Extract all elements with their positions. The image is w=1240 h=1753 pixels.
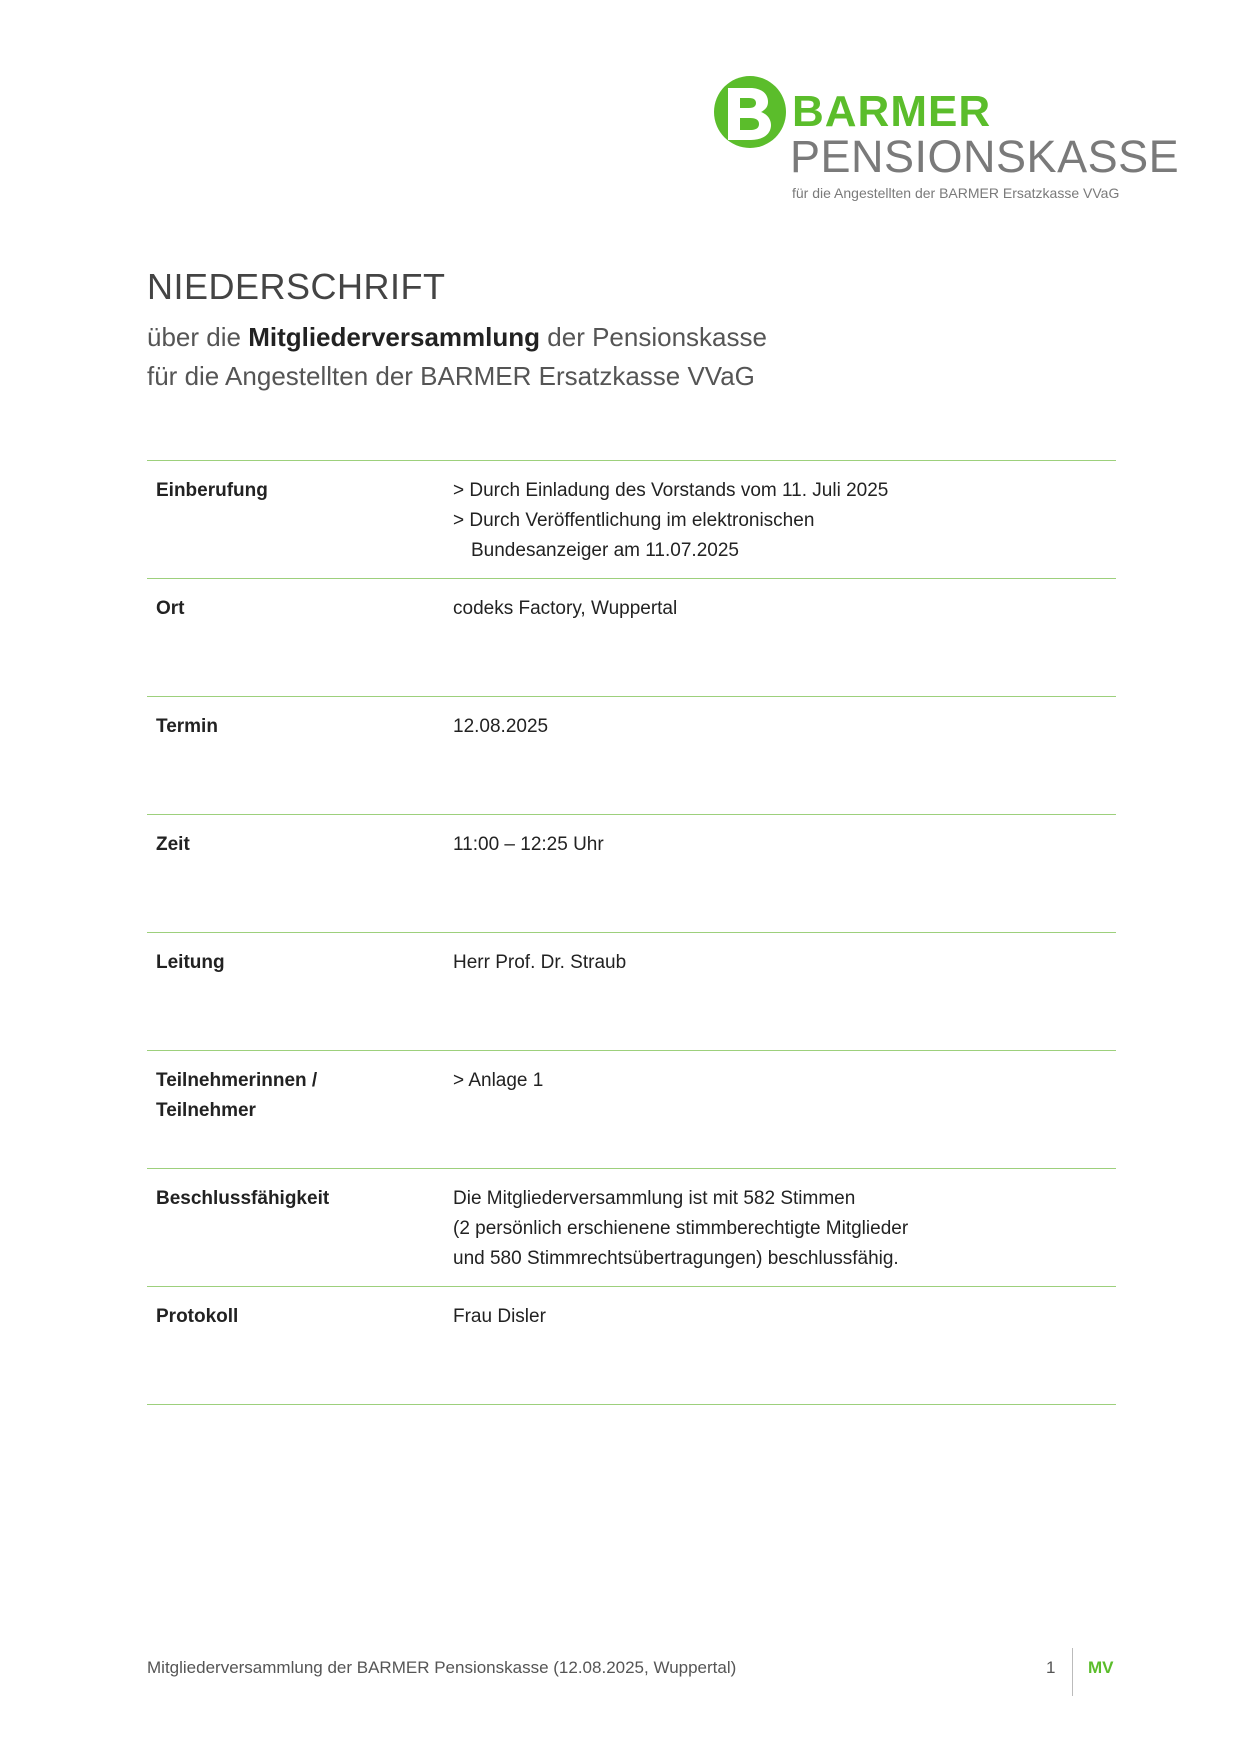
value-zeit: 11:00 – 12:25 Uhr: [453, 834, 604, 855]
label-ort: Ort: [156, 598, 185, 619]
beschluss-line-1: Die Mitgliederversammlung ist mit 582 Stimmen: [453, 1188, 856, 1209]
barmer-logo: [710, 70, 1180, 210]
subtitle-line-1: über die Mitgliederversammlung der Pensionskasse: [147, 322, 767, 352]
row-protokoll: [147, 1286, 1116, 1405]
barmer-b-logo-icon: [710, 74, 786, 150]
value-beschlussfaehigkeit: [453, 1184, 1093, 1274]
beschluss-line-2: (2 persönlich erschienene stimmberechtigte Mitglieder: [453, 1218, 909, 1239]
document-subtitle: [147, 318, 767, 396]
value-ort: codeks Factory, Wuppertal: [453, 598, 678, 619]
label-beschlussfaehigkeit: Beschlussfähigkeit: [156, 1188, 330, 1209]
row-teilnehmer: [147, 1050, 1116, 1168]
einberufung-bullet-1: > Durch Einladung des Vorstands vom 11. Juli 2025: [453, 480, 889, 501]
value-teilnehmer: > Anlage 1: [453, 1070, 544, 1091]
label-zeit: Zeit: [156, 834, 190, 855]
value-leitung: Herr Prof. Dr. Straub: [453, 952, 627, 973]
page-number: 1: [1046, 1658, 1056, 1677]
row-ort: [147, 578, 1116, 696]
label-termin: Termin: [156, 716, 218, 737]
meeting-info-table: [147, 460, 1116, 1405]
beschluss-line-3: und 580 Stimmrechtsübertragungen) beschlussfähig.: [453, 1248, 899, 1269]
row-beschlussfaehigkeit: [147, 1168, 1116, 1286]
einberufung-bullet-2: > Durch Veröffentlichung im elektronischen Bundesanzeiger am 11.07.2025: [453, 510, 815, 561]
row-leitung: [147, 932, 1116, 1050]
label-protokoll: Protokoll: [156, 1306, 239, 1327]
row-zeit: [147, 814, 1116, 932]
logo-brand-text: BARMER: [792, 87, 992, 136]
value-protokoll: Frau Disler: [453, 1306, 546, 1327]
label-teilnehmer: Teilnehmerinnen / Teilnehmer: [156, 1070, 318, 1121]
value-termin: 12.08.2025: [453, 716, 549, 737]
row-einberufung: [147, 460, 1116, 578]
logo-sub-text: PENSIONSKASSE: [790, 131, 1180, 182]
label-einberufung: Einberufung: [156, 480, 268, 501]
row-termin: [147, 696, 1116, 814]
document-title: NIEDERSCHRIFT: [147, 266, 446, 307]
subtitle-line-2: für die Angestellten der BARMER Ersatzkasse VVaG: [147, 361, 755, 391]
footer-code: MV: [1088, 1658, 1114, 1677]
value-einberufung: [453, 476, 1093, 566]
logo-tagline: für die Angestellten der BARMER Ersatzkasse VVaG: [792, 185, 1120, 201]
label-leitung: Leitung: [156, 952, 225, 973]
footer-text: Mitgliederversammlung der BARMER Pensionskasse (12.08.2025, Wuppertal): [147, 1658, 737, 1677]
footer-divider: [1072, 1648, 1073, 1696]
